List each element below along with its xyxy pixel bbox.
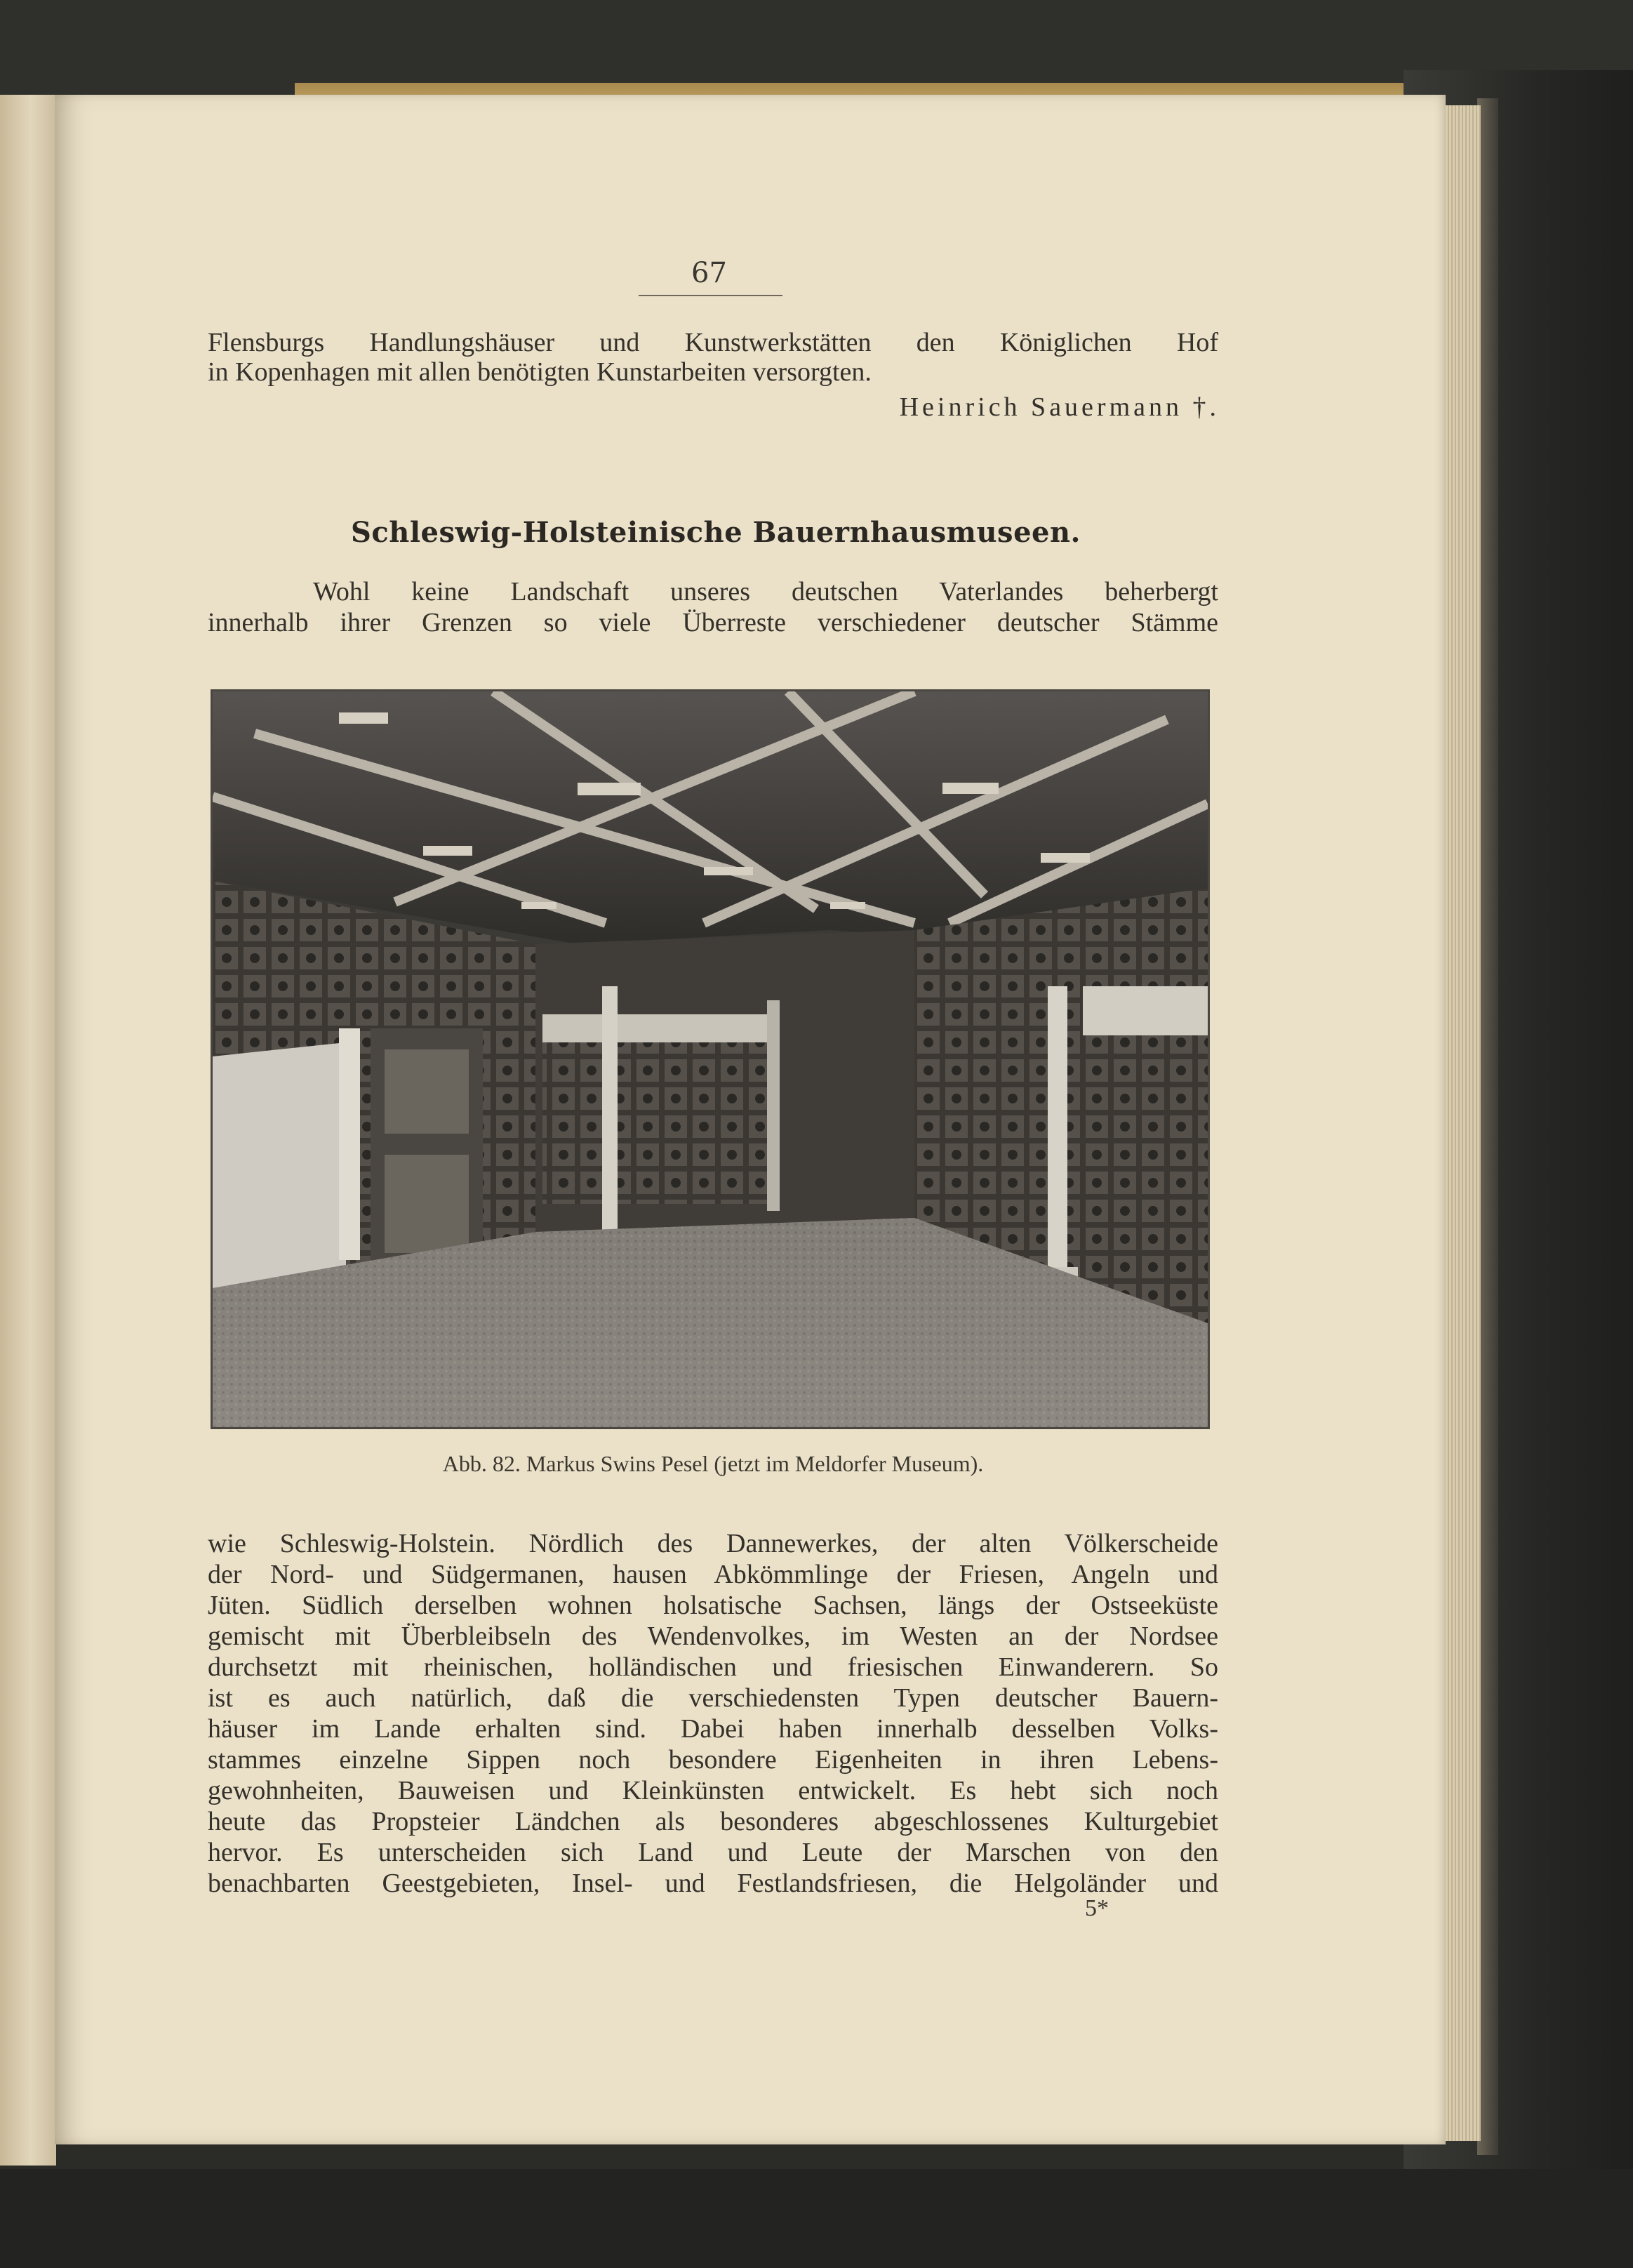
text-line: stammes einzelne Sippen noch besondere Eigenheiten in ihren Lebens- <box>208 1745 1218 1775</box>
text-line: Wohl keine Landschaft unseres deutschen Vaterlandes beherbergt <box>313 577 1218 606</box>
book-cover-bottom <box>0 2169 1633 2268</box>
text-line: ist es auch natürlich, daß die verschiedensten Typen deutscher Bauern- <box>208 1683 1218 1713</box>
text-line: wie Schleswig-Holstein. Nördlich des Dannewerkes, der alten Völkerscheide <box>208 1529 1218 1558</box>
text-line: durchsetzt mit rheinischen, holländischen und friesischen Einwanderern. So <box>208 1652 1218 1682</box>
text-line: häuser im Lande erhalten sind. Dabei haben innerhalb desselben Volks- <box>208 1714 1218 1744</box>
text-line: gewohnheiten, Bauweisen und Kleinkünsten entwickelt. Es hebt sich noch <box>208 1776 1218 1805</box>
text-line: innerhalb ihrer Grenzen so viele Überreste verschiedener deutscher Stämme <box>208 608 1218 637</box>
text-line: heute das Propsteier Ländchen als besonderes abgeschlossenes Kulturgebiet <box>208 1807 1218 1836</box>
page-number-rule <box>639 295 782 296</box>
room-interior-illustration <box>213 691 1208 1427</box>
text-line: hervor. Es unterscheiden sich Land und Leute der Marschen von den <box>208 1838 1218 1867</box>
figure-caption: Abb. 82. Markus Swins Pesel (jetzt im Meldorfer Museum). <box>442 1451 984 1476</box>
author-signature: Heinrich Sauermann †. <box>899 392 1220 422</box>
text-line: benachbarten Geestgebieten, Insel- und Festlandsfriesen, die Helgoländer und <box>208 1869 1218 1898</box>
text-line: Jüten. Südlich derselben wohnen holsatische Sachsen, längs der Ostseeküste <box>208 1591 1218 1620</box>
signature-mark: 5* <box>1085 1895 1109 1921</box>
left-page-edge <box>0 95 56 2166</box>
section-heading: Schleswig-Holsteinische Bauernhausmuseen. <box>351 516 1081 549</box>
text-line: Flensburgs Handlungshäuser und Kunstwerkstätten den Königlichen Hof <box>208 328 1218 357</box>
figure-photograph <box>211 689 1210 1429</box>
top-cover-band <box>0 0 1633 105</box>
text-line: der Nord- und Südgermanen, hausen Abkömmlinge der Friesen, Angeln und <box>208 1560 1218 1589</box>
page-number: 67 <box>691 257 727 289</box>
text-line: gemischt mit Überbleibseln des Wendenvolkes, im Westen an der Nordsee <box>208 1622 1218 1651</box>
text-line: in Kopenhagen mit allen benötigten Kunstarbeiten versorgten. <box>208 357 872 387</box>
